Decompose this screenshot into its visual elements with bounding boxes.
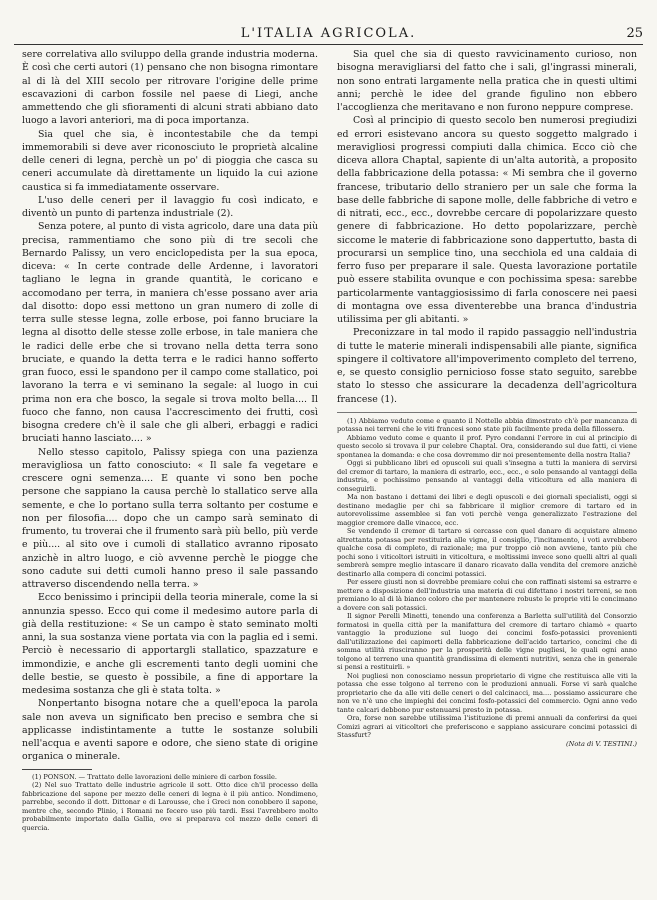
- running-title: L'ITALIA AGRICOLA.: [240, 26, 417, 41]
- paragraph: Nonpertanto bisogna notare che a quell'epoca la parola sale non aveva un significato ben preciso e sembra che si applicasse indistintamente a tutte le sostanze solubili nell'acqua e aventi sapore e odore, che sieno state di origine organica o minerale.: [22, 698, 318, 763]
- header-rule: [14, 44, 643, 45]
- footnote-separator: [337, 412, 637, 413]
- paragraph: Sia quel che sia di questo ravvicinamento curioso, non bisogna meravigliarsi del fatto che i sali, gl'ingrassi minerali, non sono entrati largamente nella pratica che in questi ultimi anni; perchè le idee del grande figulino non ebbero l'accoglienza che meritavano e non furono neppure comprese.: [337, 49, 637, 113]
- footnote: Ma non bastano i dettami dei libri e degli opuscoli e dei giornali specialisti, oggi si destinano medaglie per chi sa fabbricare il miglior cremore di tartaro ed in autorevolissime assemblee si fan voti perchè venga generalizzato l'estrazione del maggior cremore dalle vinacce, ecc.: [337, 493, 637, 527]
- page-header: [14, 26, 643, 42]
- footnote-signature: (Nota di V. TESTINI.): [566, 739, 637, 748]
- footnote: Noi pugliesi non conosciamo nessun proprietario di vigne che restituisca alle viti la potassa che esse tolgono al terreno con le produzioni annuali. Forse vi sarà qualche proprietario che da alle viti delle ceneri o del calcinacci, ma.... possiamo assicurare che non ve n'è uno che impieghi dei concimi fosfo-potassici del commercio. Ogni anno vedo tante calcari debbono pur estenuarsi presto in potassa.: [337, 671, 637, 714]
- right-column: [337, 48, 637, 748]
- paragraph: L'uso delle ceneri per il lavaggio fu così indicato, e diventò un punto di partenza industriale (2).: [22, 194, 318, 219]
- paragraph: Sia quel che sia, è incontestabile che da tempi immemorabili si deve aver riconosciuto le proprietà alcaline delle ceneri di legna, perchè un po' di pioggia che casca su ceneri accumulate dà direttamente un liquido la cui azione caustica si fa immediatamente osservare.: [22, 128, 318, 193]
- paragraph: Così al principio di questo secolo ben numerosi pregiudizi ed errori esistevano ancora su questo soggetto malgrado i meravigliosi progressi compiuti dalla chimica. Ecco ciò che diceva allora Chaptal, sapiente di un'alta autorità, a proposito della fabbricazione della potassa: « Mi sembra che il governo francese, tributario dello straniero per un sale che forma la base delle fabbriche di sapone molle, delle fabbriche di vetro e di nitrati, ecc., ecc., dovrebbe cercare di popolarizzare questo genere di fabbricazione. Ho detto popolarizzare, perchè siccome le materie di fabbricazione sono dappertutto, basta di procurarsi un semplice tino, una secchiola ed una caldaia di ferro fuso per preparare il sale. Questa lavorazione portatile può essere stabilita ovunque e con pochissima spesa: sarebbe particolarmente vantaggiosissimo di farla conoscere nei paesi di montagna ove essa diventerebbe una branca d'industria utilissima per gli abitanti. »: [337, 115, 637, 325]
- paragraph: sere correlativa allo sviluppo della grande industria moderna. È così che certi autori (1) pensano che non bisogna rimontare al di là del XIII secolo per ritrovare l'origine delle prime escavazioni di carbon fossile nel paese di Liegi, anche ammettendo che gli sfioramenti di alcuni strati abbiano dato luogo a lavori anteriori, ma di poca importanza.: [22, 49, 318, 127]
- footnote: (1) PONSON. — Trattato delle lavorazioni delle miniere di carbon fossile.: [32, 772, 278, 781]
- paragraph: Preconizzare in tal modo il rapido passaggio nell'industria di tutte le materie minerali indispensabili alle piante, significa spingere il coltivatore all'impoverimento completo del terreno, e, se questo consiglio pernicioso fosse stato seguito, sarebbe stato lo stesso che assicurare la decadenza dell'agricoltura francese (1).: [337, 327, 637, 405]
- footnote-separator: [22, 769, 92, 770]
- footnote: Per essere giusti non si dovrebbe premiare colui che con raffinati sistemi sa estrarre e mettere a disposizione dell'industria una materia di cui difettano i nostri terreni, se non premiano lo al di là bianco coloro che per mantenere robuste le proprie viti le concimano a dovere con sali potassici.: [337, 578, 637, 612]
- footnote: Abbiamo veduto come e quanto il prof. Pyro condanni l'errore in cui al principio di questo secolo si trovava il pur celebre Chaptal. Ora, considerando sul due fatti, ci viene spontanea la domanda: e che cosa dovremmo dir noi presentemente della nostra Italia?: [337, 433, 637, 459]
- left-column: [22, 48, 318, 832]
- paragraph: Senza potere, al punto di vista agricolo, dare una data più precisa, rammentiamo che sono più di tre secoli che Bernardo Palissy, un vero enciclopedista per la sua epoca, diceva: « In certe contrade delle Ardenne, i lavoratori tagliano le legna in grande quantità, le coricano e accomodano per terra, in maniera ch'esse possano aver aria dal disotto: dopo essi mettono un gran numero di zolle di terra sulle stesse legna, zolle erbose, poi fanno bruciare la legna al disotto delle stesse zolle erbose, in tale maniera che le radici delle erbe che si trovano nella detta terra sono bruciate, e quando la detta terra e le radici hanno sofferto gran fuoco, essi le spandono per il campo come stallatico, poi lavorano la terra e vi seminano la segale: al luogo in cui prima non era che bosco, la segale si trova molto bella.... Il fuoco che fanno, non causa l'accrescimento dei frutti, così bisogna credere ch'è il sale che gli alberi, erbaggi e radici bruciati hanno lasciato.... »: [22, 221, 318, 445]
- footnote: Se vendendo il cremor di tartaro si cercasse con quel danaro di acquistare almeno altrettanta potassa per restituirla alle vigne, il consiglio, l'incitamento, i voti avrebbero qualche cosa di completo, di razionale; ma pur troppo ciò non avviene, tanto più che pochi sono i viticoltori istruiti in viticoltura, e moltissimi invece sono quelli altri al quali sembrerà sempre meglio intascare il danaro ricavato dalla vendita del cremore anzichè destinarlo alla compera di concimi potassici.: [337, 527, 637, 578]
- paragraph: Nello stesso capitolo, Palissy spiega con una pazienza meravigliosa un fatto conosciuto: « Il sale fa vegetare e crescere ogni semenza.... E quante vi sono ben poche persone che sappiano la causa perchè lo stallatico serve alla semente, e che lo portano sulla terra soltanto per costume e non per filosofia.... dopo che un campo sarà seminato di frumento, tu troverai che il frumento sarà più bello, più verde e più.... al sito ove i cumoli di stallatico avranno riposato anzichè in altro luogo, e ciò avvenne perchè le piogge che sono cadute sui detti cumoli hanno preso il sale passando attraverso discendendo nella terra. »: [22, 446, 318, 590]
- footnote: (2) Nel suo Trattato delle industrie agricole il sott. Otto dice ch'il processo della fabbricazione del sapone per mezzo delle ceneri di legna è il più antico. Nondimeno, parrebbe, secondo il dott. Dittonar e di Larousse, che i Greci non conobbero il sapone, mentre che, secondo Plinio, i Romani ne fecero uso più tardi. Essi l'avrebbero molto probabilmente importato dalla Gallia, ove si preparava col mezzo delle ceneri di quercia.: [22, 781, 318, 832]
- page-number: 25: [626, 26, 643, 41]
- paragraph: Ecco benissimo i principii della teoria minerale, come la si annunzia spesso. Ecco qui come il medesimo autore parla di già della restituzione: « Se un campo è stato seminato molti anni, la sua sostanza viene portata via con la paglia ed i semi. Perciò è necessario di apportargli stallatico, spazzature e immondizie, e anche gli escrementi tanto degli uomini che delle bestie, se questo è possibile, a fine di apportare la medesima sostanza che gli è stata tolta. »: [22, 592, 318, 696]
- footnote: (1) Abbiamo veduto come e quanto il Nottelle abbia dimostrato ch'è per mancanza di potassa nei terreni che le viti francesi sono state più facilmente preda della fillossera.: [337, 416, 637, 434]
- footnote: Il signor Perelli Minetti, tenendo una conferenza a Barletta sull'utilità del Consorzio formatosi in quella città per la manifattura del cremore di tartaro chiamò « quarto vantaggio la produzione sul luogo dei concimi fosfo-potassici provenienti dall'utilizzazione dei capimorti della fabbricazione dell'acido tartarico, concimi che di somma utilità riusciranno per la prosperità delle vigne pugliesi, le quali ogni anno tolgono al terreno una quantità grandissima di elementi nutritivi, senza che in generale si pensi a restituirli. »: [337, 612, 637, 672]
- footnote: Ora, forse non sarebbe utilissima l'istituzione di premi annuali da conferirsi da quei Comizi agrari ai viticoltori che preferiscono e sappiano assicurare concimi potassici di Stassfurt?: [337, 714, 637, 740]
- footnote: Oggi si pubblicano libri ed opuscoli sui quali s'insegna a tutti la maniera di servirsi del cremor di tartaro, la maniera di estrarlo, ecc., ecc., e solo pensando al vantaggi della industria, e pochissimo pensando al vantaggi della viticoltura ed alla maniera di conseguirli.: [337, 459, 637, 493]
